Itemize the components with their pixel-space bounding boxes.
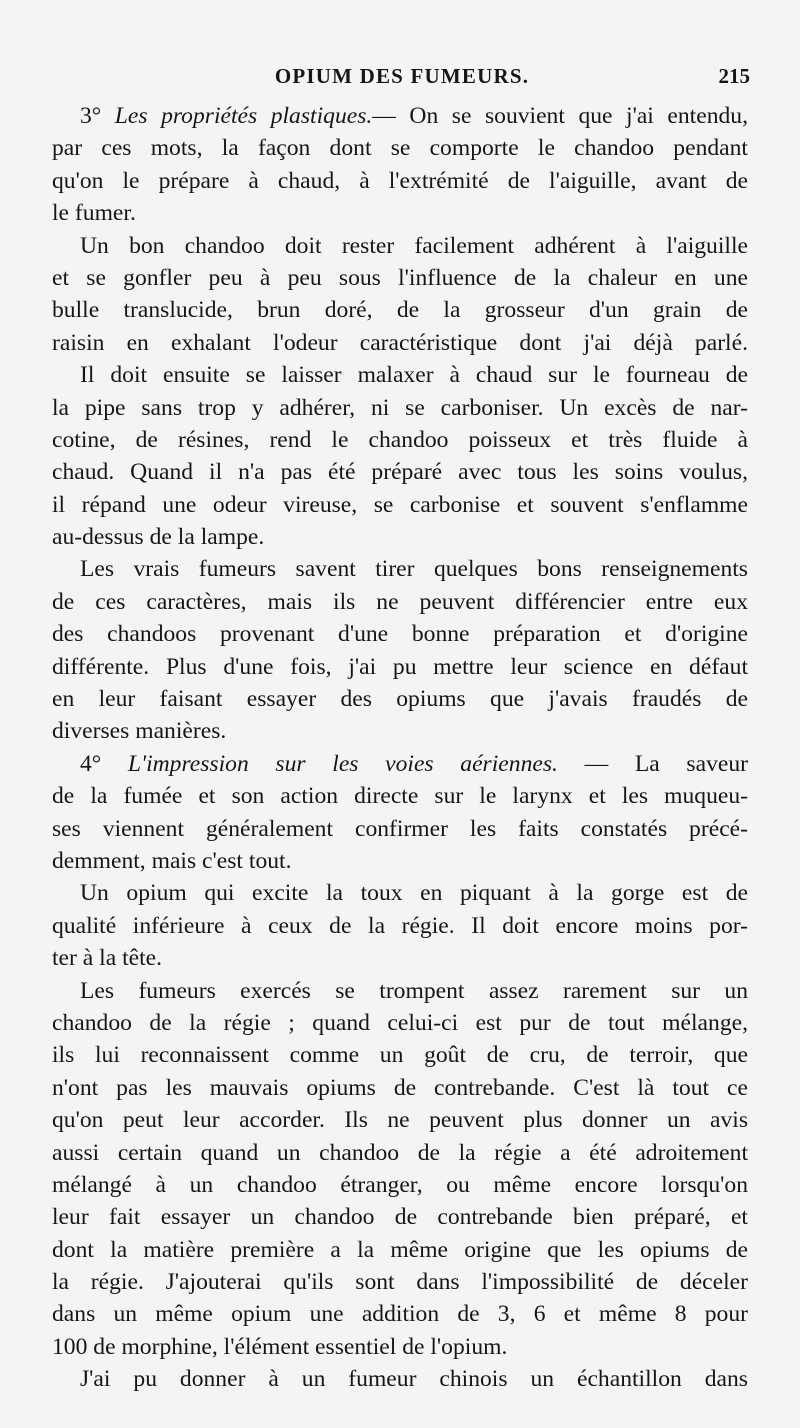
text-line: ter à la tête. — [52, 945, 163, 972]
text-line: leur fait essayer un chandoo de contrebande bien préparé, et — [52, 1204, 748, 1231]
text-line: au-dessus de la lampe. — [52, 524, 265, 551]
text-line: par ces mots, la façon dont se comporte le chandoo pendant — [52, 135, 748, 162]
body-text — [52, 100, 748, 1396]
text-line: chaud. Quand il n'a pas été préparé avec tous les soins voulus, — [52, 459, 748, 486]
text-line: diverses manières. — [52, 718, 227, 745]
text-line: aussi certain quand un chandoo de la régie a été adroitement — [52, 1139, 748, 1166]
text-line: Les fumeurs exercés se trompent assez rarement sur un — [80, 977, 748, 1004]
text-line: différente. Plus d'une fois, j'ai pu mettre leur science en défaut — [52, 653, 748, 680]
text-line: Un opium qui excite la toux en piquant à la gorge est de — [80, 880, 748, 907]
text-line: le fumer. — [52, 200, 136, 227]
text-line: des chandoos provenant d'une bonne préparation et d'origine — [52, 621, 748, 648]
text-line: de la fumée et son action directe sur le larynx et les muqueu- — [52, 783, 748, 810]
text-line: il répand une odeur vireuse, se carbonise et souvent s'enflamme — [52, 491, 748, 518]
text-line: demment, mais c'est tout. — [52, 847, 292, 874]
text-line: et se gonfler peu à peu sous l'influence de la chaleur en une — [52, 264, 748, 291]
text-line: raisin en exhalant l'odeur caractéristique dont j'ai déjà parlé. — [52, 329, 748, 356]
text-line — [52, 100, 748, 132]
text-line — [52, 748, 748, 780]
text-line: qu'on le prépare à chaud, à l'extrémité de l'aiguille, avant de — [52, 167, 748, 194]
text-line: J'ai pu donner à un fumeur chinois un échantillon dans — [80, 1366, 748, 1393]
section-heading: Les propriétés plastiques. — [114, 103, 373, 129]
text-line: dont la matière première a la même origine que les opiums de — [52, 1236, 748, 1263]
text-line: mélangé à un chandoo étranger, ou même encore lorsqu'on — [52, 1171, 748, 1198]
text-line: cotine, de résines, rend le chandoo poisseux et très fluide à — [52, 426, 748, 453]
section-heading: L'impression sur les voies aériennes. — [127, 750, 558, 777]
text-line: la régie. J'ajouterai qu'ils sont dans l'impossibilité de déceler — [52, 1269, 748, 1296]
text-line: ils lui reconnaissent comme un goût de cru, de terroir, que — [52, 1042, 748, 1069]
text-line: ses viennent généralement confirmer les faits constatés précé- — [52, 815, 748, 842]
running-title: OPIUM DES FUMEURS. — [274, 64, 530, 88]
text-line: chandoo de la régie ; quand celui-ci est pur de tout mélange, — [52, 1009, 748, 1036]
page-number: 215 — [718, 64, 750, 88]
text-line: dans un même opium une addition de 3, 6 et même 8 pour — [52, 1301, 748, 1328]
text-line: de ces caractères, mais ils ne peuvent différencier entre eux — [52, 588, 748, 615]
text-line: 100 de morphine, l'élément essentiel de l'opium. — [52, 1333, 508, 1360]
text-line: bulle translucide, brun doré, de la grosseur d'un grain de — [52, 297, 748, 324]
text-line: Les vrais fumeurs savent tirer quelques bons renseignements — [80, 556, 748, 583]
line-text: — La saveur — [557, 750, 748, 777]
text-line: la pipe sans trop y adhérer, ni se carboniser. Un excès de nar- — [52, 394, 748, 421]
section-number: 4° — [80, 750, 128, 777]
text-line: qu'on peut leur accorder. Ils ne peuvent plus donner un avis — [52, 1107, 748, 1134]
text-line: Un bon chandoo doit rester facilement adhérent à l'aiguille — [80, 232, 748, 259]
line-text: — On se souvient que j'ai entendu, — [372, 103, 748, 129]
text-line: qualité inférieure à ceux de la régie. Il doit encore moins por- — [52, 912, 748, 939]
page-header — [52, 62, 752, 90]
text-line: en leur faisant essayer des opiums que j'avais fraudés de — [52, 686, 748, 713]
text-line: Il doit ensuite se laisser malaxer à chaud sur le fourneau de — [80, 362, 748, 389]
text-line: n'ont pas les mauvais opiums de contrebande. C'est là tout ce — [52, 1074, 748, 1101]
section-number: 3° — [80, 103, 115, 129]
